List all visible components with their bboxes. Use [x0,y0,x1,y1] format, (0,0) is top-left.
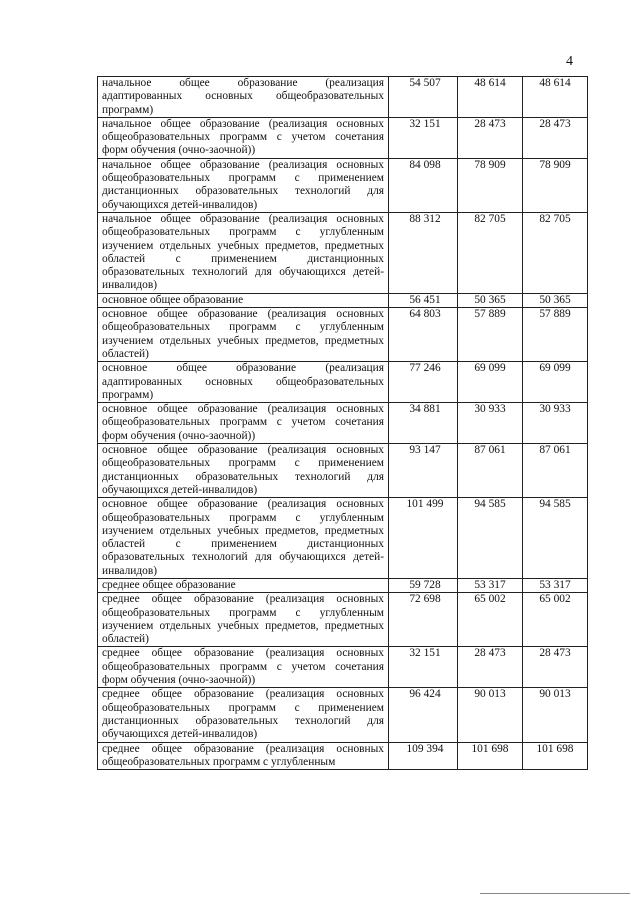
table-row [98,308,588,362]
row-description: основное общее образование [98,293,389,307]
row-value-1: 56 451 [389,293,458,307]
row-description: основное общее образование (реализация основных общеобразовательных программ с углубленным изучением отдельных учебных предметов, предметных областей) [98,308,389,362]
table-row [98,77,588,118]
row-value-1: 77 246 [389,362,458,403]
row-description: основное общее образование (реализация адаптированных основных общеобразовательных программ) [98,362,389,403]
table-row [98,403,588,444]
table-row [98,158,588,212]
table-row [98,444,588,498]
row-value-2: 28 473 [458,117,523,158]
row-description: начальное общее образование (реализация основных общеобразовательных программ с применением дистанционных образовательных технологий для обучающихся детей-инвалидов) [98,158,389,212]
row-value-2: 69 099 [458,362,523,403]
row-value-2: 28 473 [458,647,523,688]
table-row [98,212,588,293]
row-description: среднее общее образование (реализация основных общеобразовательных программ с учетом сочетания форм обучения (очно-заочной)) [98,647,389,688]
row-value-2: 57 889 [458,308,523,362]
row-value-2: 78 909 [458,158,523,212]
row-value-3: 53 317 [523,578,588,592]
row-value-1: 96 424 [389,688,458,742]
row-value-1: 72 698 [389,593,458,647]
row-value-2: 94 585 [458,498,523,579]
row-value-1: 64 803 [389,308,458,362]
row-value-3: 87 061 [523,444,588,498]
row-value-2: 65 002 [458,593,523,647]
row-value-2: 50 365 [458,293,523,307]
row-value-3: 101 698 [523,742,588,770]
row-value-1: 32 151 [389,647,458,688]
row-value-1: 93 147 [389,444,458,498]
row-description: основное общее образование (реализация основных общеобразовательных программ с углубленным изучением отдельных учебных предметов, предметных областей с применением дистанционных образовательных технологий для обучающихся детей-инвалидов) [98,498,389,579]
row-value-3: 28 473 [523,117,588,158]
row-value-3: 69 099 [523,362,588,403]
row-value-3: 82 705 [523,212,588,293]
row-description: основное общее образование (реализация основных общеобразовательных программ с применением дистанционных образовательных технологий для обучающихся детей-инвалидов) [98,444,389,498]
table-row [98,293,588,307]
row-description: среднее общее образование [98,578,389,592]
row-value-3: 94 585 [523,498,588,579]
row-value-1: 88 312 [389,212,458,293]
table-row [98,593,588,647]
row-description: начальное общее образование (реализация основных общеобразовательных программ с углубленным изучением отдельных учебных предметов, предметных областей с применением дистанционных образовательных технологий для обучающихся детей-инвалидов) [98,212,389,293]
table-row [98,362,588,403]
row-value-1: 59 728 [389,578,458,592]
page-number: 4 [566,54,573,69]
row-value-3: 50 365 [523,293,588,307]
row-value-3: 90 013 [523,688,588,742]
row-value-2: 82 705 [458,212,523,293]
scan-edge-line [480,893,630,894]
row-description: начальное общее образование (реализация основных общеобразовательных программ с учетом сочетания форм обучения (очно-заочной)) [98,117,389,158]
table-row [98,688,588,742]
table-row [98,578,588,592]
row-description: среднее общее образование (реализация основных общеобразовательных программ с углубленным изучением отдельных учебных предметов, предметных областей) [98,593,389,647]
row-value-3: 57 889 [523,308,588,362]
row-value-1: 54 507 [389,77,458,118]
row-value-1: 109 394 [389,742,458,770]
row-description: основное общее образование (реализация основных общеобразовательных программ с учетом сочетания форм обучения (очно-заочной)) [98,403,389,444]
table-row [98,647,588,688]
table-row [98,498,588,579]
row-value-3: 65 002 [523,593,588,647]
row-value-1: 32 151 [389,117,458,158]
row-value-2: 101 698 [458,742,523,770]
row-value-2: 48 614 [458,77,523,118]
row-description: среднее общее образование (реализация основных общеобразовательных программ с применением дистанционных образовательных технологий для обучающихся детей-инвалидов) [98,688,389,742]
row-value-1: 101 499 [389,498,458,579]
row-value-3: 78 909 [523,158,588,212]
row-value-1: 34 881 [389,403,458,444]
row-value-1: 84 098 [389,158,458,212]
cost-table-body [98,77,588,770]
row-value-2: 53 317 [458,578,523,592]
row-description: среднее общее образование (реализация основных общеобразовательных программ с углубленным [98,742,389,770]
row-value-2: 90 013 [458,688,523,742]
table-row [98,117,588,158]
row-value-3: 48 614 [523,77,588,118]
row-value-3: 28 473 [523,647,588,688]
row-value-2: 30 933 [458,403,523,444]
table-row [98,742,588,770]
row-value-2: 87 061 [458,444,523,498]
row-value-3: 30 933 [523,403,588,444]
row-description: начальное общее образование (реализация адаптированных основных общеобразовательных программ) [98,77,389,118]
cost-table [97,76,588,770]
